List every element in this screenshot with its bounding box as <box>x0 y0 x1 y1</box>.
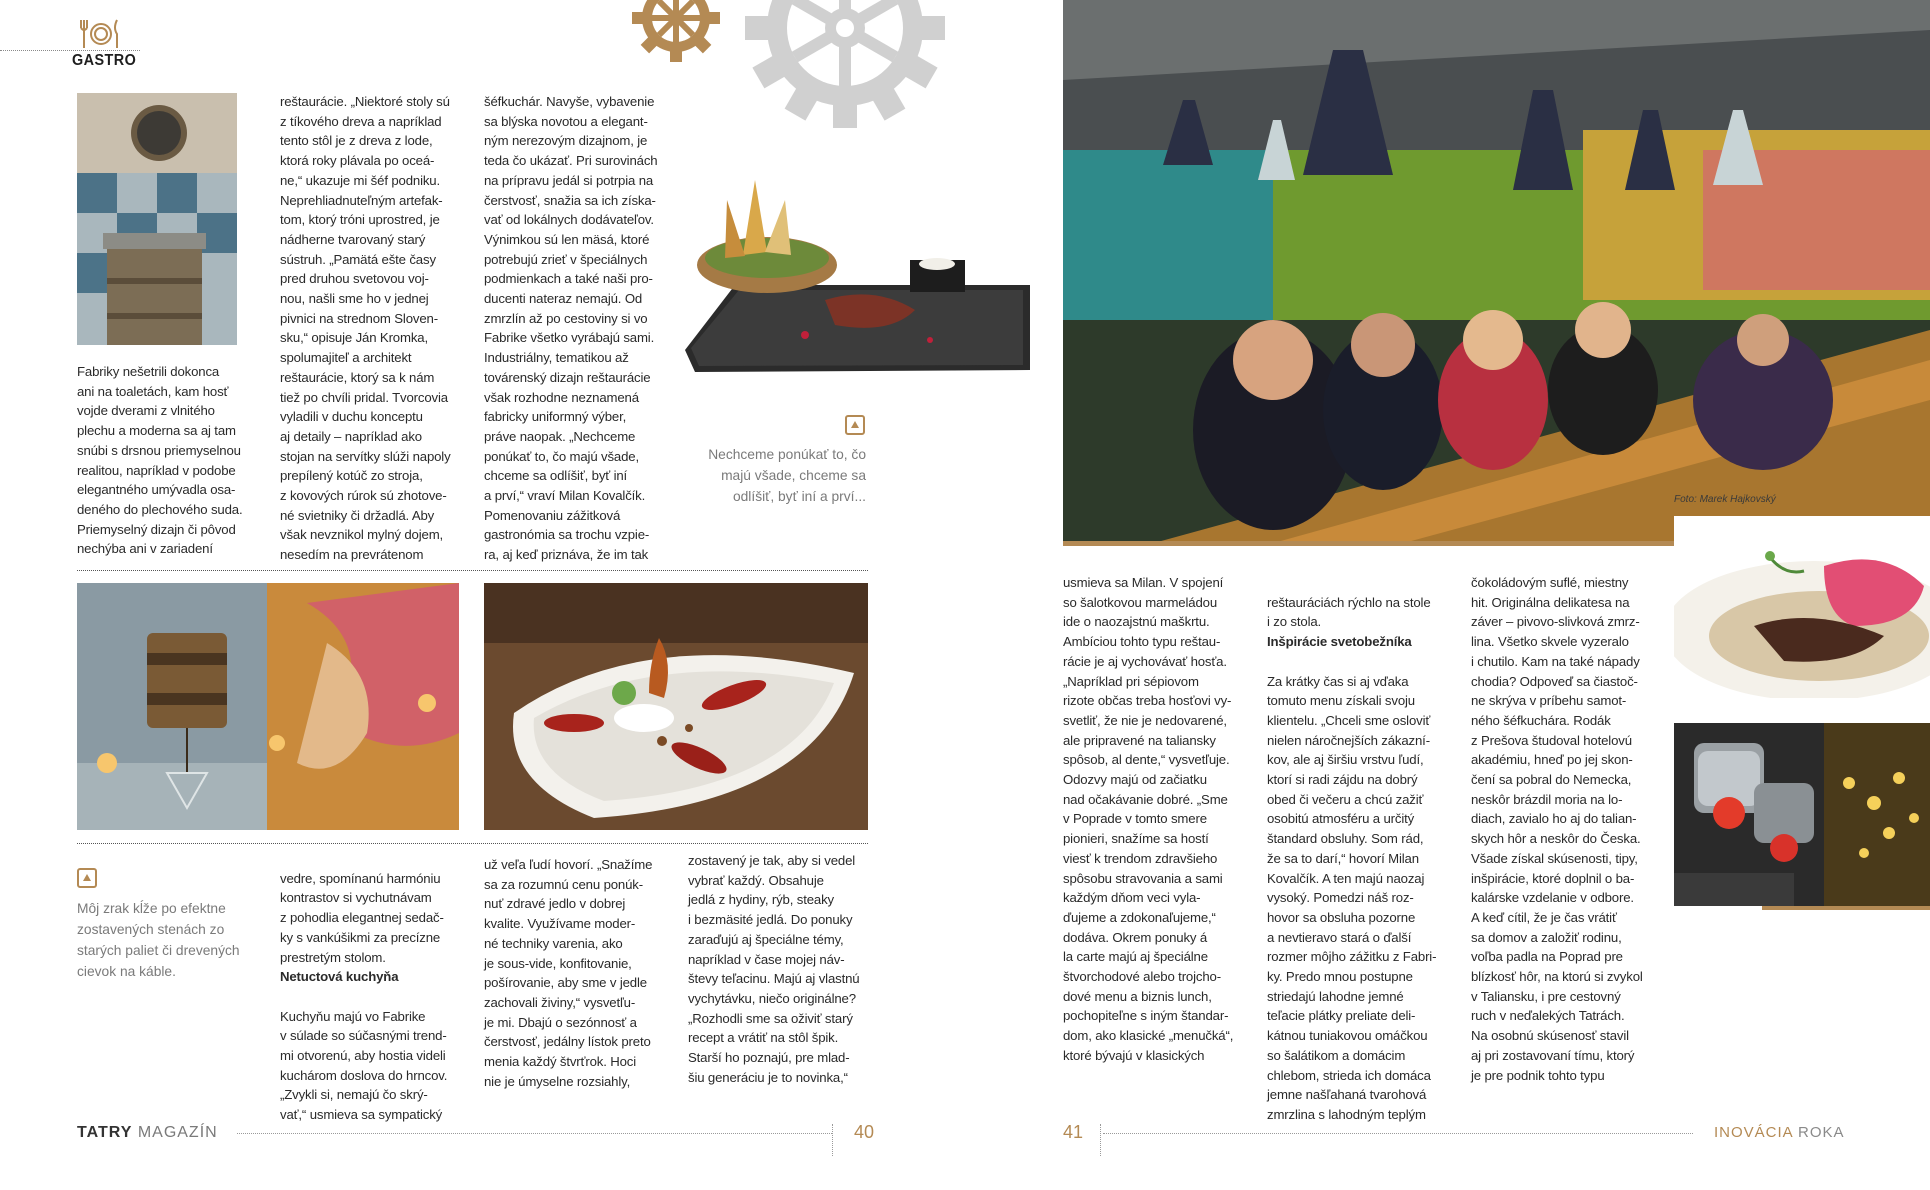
footer-rule-left <box>237 1133 832 1134</box>
dish-on-slate-photo <box>655 160 1030 375</box>
plated-dessert-photo <box>484 583 868 830</box>
footer-brand-bold: TATRY <box>77 1124 133 1141</box>
mid-rule-top <box>77 570 868 571</box>
section-label: GASTRO <box>72 52 137 69</box>
footer-section <box>1714 1124 1845 1141</box>
subhead-netuctova-kuchyna: Netuctová kuchyňa <box>280 969 399 985</box>
right-col2-a: reštauráciách rýchlo na stole i zo stola. <box>1267 594 1431 630</box>
beef-with-raspberry-foam-photo <box>1674 516 1930 698</box>
left-col3-bottom: už veľa ľudí hovorí. „Snažíme sa za rozumnú cenu ponúk- nuť zdravé jedlo v dobrej kvalite. Využívame moder- né techniky varenia, ako je sous-vide, konfitovanie, pošírovanie, aby sme v jedle zachovali živiny,“ vysvetľu- je mi. Dbajú o sezónnosť a čerstvosť, jedálny lístok preto menia každý štvrťrok. Hoci nie je úmyselne rozsiahly, <box>484 857 653 1089</box>
page-number-left: 40 <box>854 1122 875 1142</box>
page-divider-right <box>1100 1124 1101 1156</box>
footer-section-a: INOVÁCIA <box>1714 1124 1793 1141</box>
gear-gold-icon <box>624 0 728 70</box>
right-col2-b: Za krátky čas si aj vďaka tomuto menu získali svoju klientelu. „Chceli sme osloviť nielen náročnejších zákazní- kov, ale aj širšiu vrstvu ľudí, ktorí si radi zájdu na dobrý obed či večeru a chcú zažiť osobitú atmosféru a určitý štandard obsluhy. Som rád, že sa to darí,“ hovorí Milan Kovalčík. A ten majú naozaj vysoký. Pomedzi náš roz- hovor sa obsluha pozorne a nevtieravo stará o ďalší rozmer môjho zážitku z Fabri- ky. Predo mnou postupne striedajú lahodne jemné teľacie plátky preliate deli- kátnou tuniakovou omáčkou so šalátikom a domácim chlebom, strieda ich domáca jemne našľahaná tvarohová zmrzlina s lahodným teplým <box>1267 673 1437 1122</box>
left-col2-bottom-b: Kuchyňu majú vo Fabrike v súlade so súčasnými trend- mi otvorenú, aby hostia videli kuchárom doslova do hrncov. „Zvykli si, nemajú čo skrý- vať,“ usmieva sa sympatický <box>280 1008 448 1123</box>
footer-brand-light: MAGAZÍN <box>137 1124 218 1141</box>
subhead-inspiracie-svetobeznika: Inšpirácie svetobežníka <box>1267 634 1412 650</box>
left-col2-bottom <box>280 849 470 1125</box>
page-number-right: 41 <box>1063 1122 1084 1142</box>
gear-gray-icon <box>735 0 955 140</box>
footer-section-b: ROKA <box>1798 1124 1845 1141</box>
restroom-sink-photo <box>77 93 237 345</box>
left-col3-top: šéfkuchár. Navyše, vybavenie sa blýska novotou a elegant- ným nerezovým dizajnom, je teda čo ukázať. Pri surovinách na prípravu jedál si potrpia na čerstvosť, snažia sa ich získa- vať od lokálnych dodávateľov. Výnimkou sú len mäsá, ktoré potrebujú zrieť v špeciálnych podmienkach a také naši pro- ducenti nateraz nemajú. Od zmrzlín až po cestoviny si vo Fabrike všetko vyrábajú sami. Industriálny, tematikou až továrenský dizajn reštaurácie však rozhodne neznamená fabricky uniformný výber, práve naopak. „Nechceme ponúkať to, čo majú všade, chceme sa odlíšiť, byť iní a prví,“ vraví Milan Kovalčík. Pomenovaniu zážitková gastronómia sa trochu vzpie- ra, aj keď priznáva, že im tak <box>484 94 658 563</box>
page-divider-left <box>832 1124 833 1156</box>
right-col1: usmieva sa Milan. V spojení so šalotkovou marmeládou ide o naozajstnú maškrtu. Ambíciou tohto typu reštau- rácie je aj vychovávať hosťa. „Napríklad pri sépiovom rizote občas treba hosťovi vy- svetliť, že nie je nedovarené, ale pripravené na taliansky spôsob, al dente,“ vysvetľuje. Odozvy majú od začiatku nad očakávanie dobré. „Sme v Poprade v tomto smere pionieri, snažíme sa hostí viesť k trendom zdravšieho spôsobu stravovania a sami každým dňom veci vyla- ďujeme a zdokonaľujeme,“ dodáva. Okrem ponuky á la carte majú aj špeciálne štvorchodové alebo trojcho- dové menu a biznis lunch, pochopiteľne s iným štandar- dom, ako klasické „menučká“, ktoré bývajú v klasických <box>1063 575 1234 1063</box>
restaurant-interior-photo <box>1063 0 1930 546</box>
pull-quote-1: Nechceme ponúkať to, čo majú všade, chceme sa odlíšiť, byť iní a prví... <box>708 447 866 504</box>
pull-quote-2: Môj zrak kĺže po efektne zostavených stenách zo starých paliet či drevených cievok na káble. <box>77 901 240 979</box>
fork-plate-knife-icon <box>80 18 122 50</box>
left-col1-intro: Fabriky nešetrili dokonca ani na toaletách, kam hosť vojde dverami z vlnitého plechu a moderna sa aj tam snúbi s drsnou priemyselnou realitou, napríklad v podobe elegantného umývadla osa- deného do plechového suda. Priemyselný dizajn či pôvod nechýba ani v zariadení <box>77 364 243 557</box>
photo-credit: Foto: Marek Hajkovský <box>1674 494 1776 505</box>
right-col2 <box>1267 573 1457 1125</box>
footer-brand <box>77 1124 218 1142</box>
left-col4-bottom: zostavený je tak, aby si vedel vybrať každý. Obsahuje jedlá z hydiny, rýb, steaky i bezmäsité jedlá. Do ponuky zaraďujú aj špeciálne témy, napríklad v čase mojej náv- števy teľacinu. Majú aj vlastnú vychytávku, niečo originálne? „Rozhodli sme sa oživiť starý recept a vrátiť na stôl špik. Starší ho poznajú, pre mlad- šiu generáciu je to novinka,“ <box>688 853 860 1085</box>
header-rule <box>0 50 140 51</box>
quote-marker-icon <box>845 415 865 435</box>
left-col2-bottom-a: vedre, spomínanú harmóniu kontrastov si vychutnávam z pohodlia elegantnej sedač- ky s vankúšikmi za precízne prestretým stolom. <box>280 870 444 965</box>
photo-accent-bar <box>1762 906 1930 910</box>
cable-spool-lamp-photo <box>77 583 459 830</box>
mid-rule-bottom <box>77 843 868 844</box>
heat-lamps-photo <box>1674 723 1930 906</box>
quote-marker-icon <box>77 868 97 888</box>
footer-rule-right <box>1103 1133 1693 1134</box>
right-col3: čokoládovým suflé, miestny hit. Originálna delikatesa na záver – pivovo-slivková zmrz- lina. Všetko skvele vyzeralo i chutilo. Kam na také nápady chodia? Odpoveď sa čiastoč- ne skrýva v príbehu samot- ného šéfkuchára. Rodák z Prešova študoval hotelovú akadémiu, hneď po jej skon- čení sa pobral do Nemecka, neskôr brázdil moria na lo- diach, zavialo ho aj do talian- skych hôr a neskôr do Česka. Všade získal skúsenosti, tipy, inšpirácie, ktoré doplnil o ba- kalárske vzdelanie v odbore. A keď cítil, že je čas vrátiť sa domov a založiť rodinu, voľba padla na Poprad pre blízkosť hôr, na ktorú si zvykol v Taliansku, i pre cestovný ruch v neďalekých Tatrách. Na osobnú skúsenosť stavil aj pri zostavovaní tímu, ktorý je pre podnik tohto typu <box>1471 575 1643 1083</box>
left-col2-top: reštaurácie. „Niektoré stoly sú z tíkového dreva a napríklad tento stôl je z dreva z lode, ktorá roky plávala po oceá- ne,“ ukazuje mi šéf podniku. Neprehliadnuteľným artefak- tom, ktorý tróni uprostred, je nádherne tvarovaný starý sústruh. „Pamätá ešte časy pred druhou svetovou voj- nou, našli sme ho v jednej pivnici na strednom Sloven- sku,“ opisuje Ján Kromka, spolumajiteľ a architekt reštaurácie, ktorý sa k nám tiež po chvíli pridal. Tvorcovia vyladili v duchu konceptu aj detaily – napríklad ako stojan na servítky slúži napoly prepílený kotúč zo stroja, z kovových rúrok sú zhotove- né svietniky či držadlá. Aby však nevznikol mylný dojem, nesedím na prevrátenom <box>280 94 451 563</box>
